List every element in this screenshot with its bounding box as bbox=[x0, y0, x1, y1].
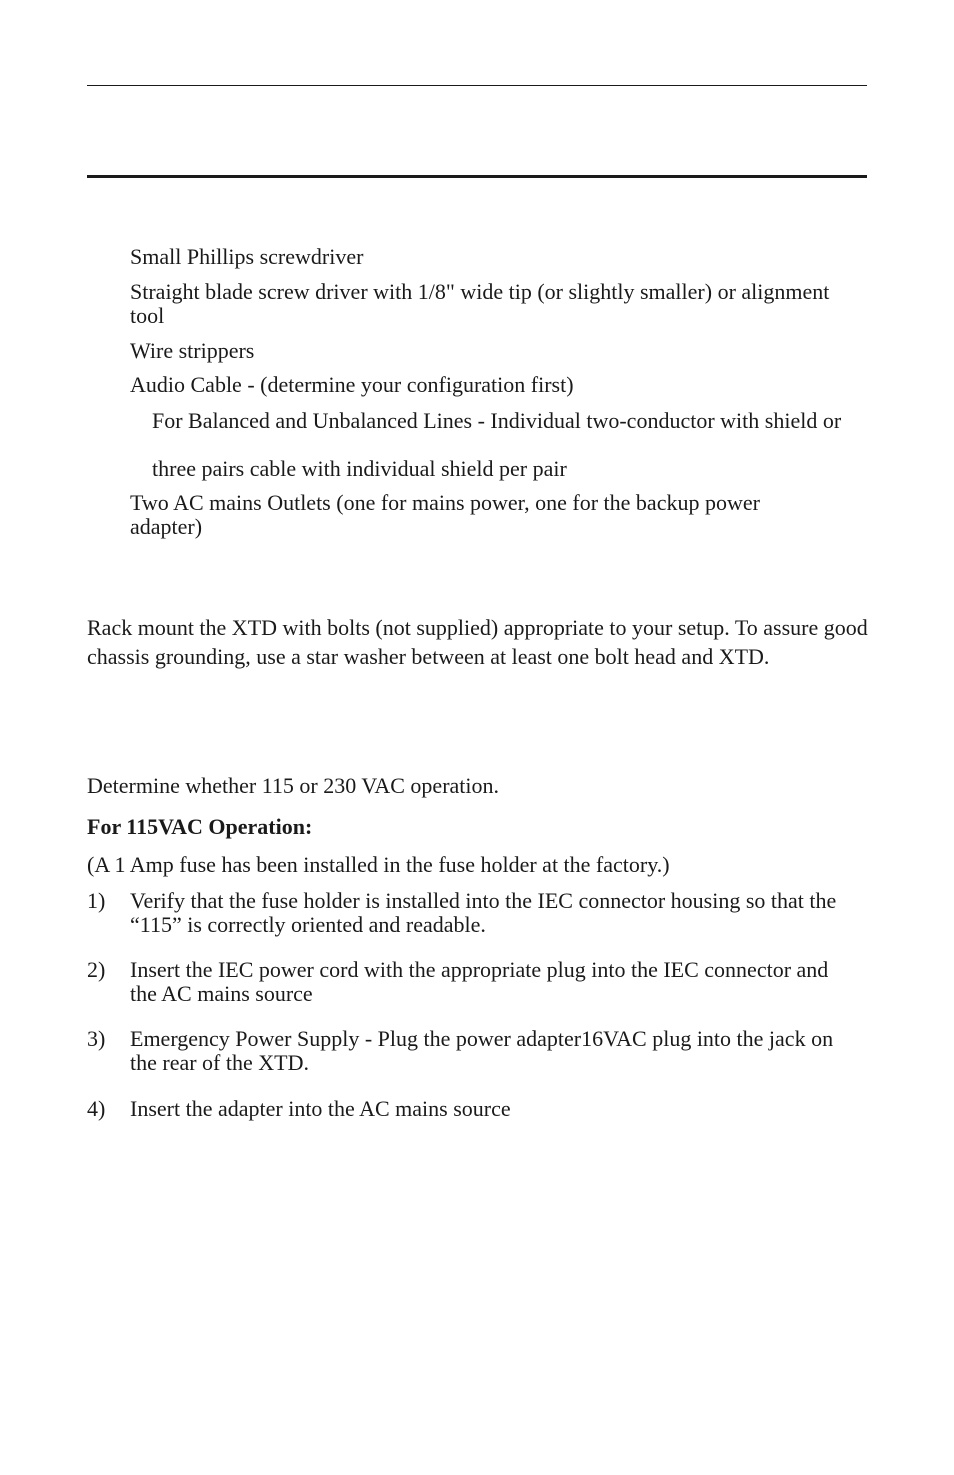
step-number: 3) bbox=[87, 1026, 106, 1051]
fuse-note: (A 1 Amp fuse has been installed in the fuse holder at the factory.) bbox=[87, 852, 670, 877]
tool-item: Wire strippers bbox=[130, 338, 255, 363]
tool-subitem: For Balanced and Unbalanced Lines - Individual two-conductor with shield or bbox=[152, 408, 842, 433]
power-intro: Determine whether 115 or 230 VAC operation. bbox=[87, 773, 500, 798]
step-number: 2) bbox=[87, 957, 106, 982]
tool-item: Audio Cable - (determine your configuration first) bbox=[130, 372, 574, 397]
top-rule bbox=[87, 85, 867, 86]
tool-item: Small Phillips screwdriver bbox=[130, 244, 364, 269]
tool-subitem: three pairs cable with individual shield per pair bbox=[152, 456, 567, 481]
step-text: Emergency Power Supply - Plug the power adapter16VAC plug into the jack on the rear of the XTD. bbox=[130, 1026, 834, 1075]
step-text: Verify that the fuse holder is installed into the IEC connector housing so that the “115” is correctly oriented and readable. bbox=[130, 888, 837, 937]
section-rule bbox=[87, 175, 867, 178]
step-text: Insert the adapter into the AC mains source bbox=[130, 1096, 511, 1121]
mounting-paragraph: Rack mount the XTD with bolts (not supplied) appropriate to your setup. To assure good chassis grounding, use a star washer between at least one bolt head and XTD. bbox=[87, 615, 868, 669]
step-number: 4) bbox=[87, 1096, 106, 1121]
step-number: 1) bbox=[87, 888, 106, 913]
step-text: Insert the IEC power cord with the appropriate plug into the IEC connector and the AC mains source bbox=[130, 957, 829, 1006]
power-heading: For 115VAC Operation: bbox=[87, 814, 313, 839]
tool-item: Straight blade screw driver with 1/8" wide tip (or slightly smaller) or alignment tool bbox=[130, 279, 830, 328]
tool-item: Two AC mains Outlets (one for mains power, one for the backup power adapter) bbox=[130, 490, 760, 539]
